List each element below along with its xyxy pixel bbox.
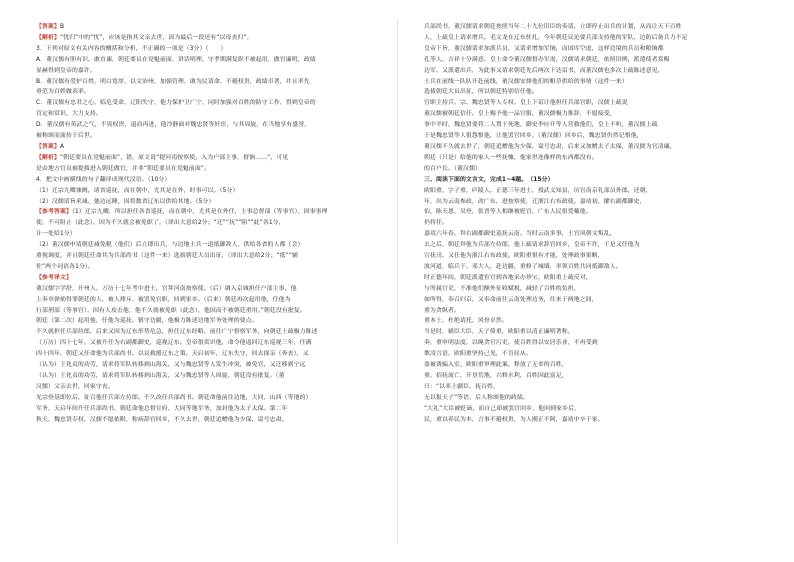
- line-text: 奏，重申明法度，以绳贪官污吏，使百姓得以安居乐业，不再受到: [424, 340, 598, 347]
- text-line: [424, 229, 780, 240]
- text-line: [36, 393, 392, 404]
- line-text: 民，重以养民为本，言事不避权贵，为人刚正不阿，嘉靖中卒于家。: [424, 416, 604, 423]
- text-line: [424, 251, 780, 262]
- text-line: [36, 77, 392, 88]
- text-line: [36, 120, 392, 131]
- line-text: 董汉儒字学舒，开州人。万历十七年考中进士，官拜河南按察使。（后）调入京城担任户部主事，他: [36, 285, 297, 292]
- line-text: 不久就担任兵部侍郎，后来又因为辽东形势危急，担任辽东经略，前往广宁督察军务，向朝廷上疏极力陈述: [36, 329, 318, 336]
- text-line: [424, 153, 780, 164]
- text-line: [36, 262, 392, 273]
- text-line: [36, 142, 392, 153]
- line-text: （1）迁宗九卿兼阙，诸省巡抚，而在朝中，尤其是在外，时事可以。（5分）: [36, 187, 239, 194]
- text-line: [424, 207, 780, 218]
- section-tag: 【参考译文】: [36, 274, 72, 281]
- left-column: [36, 22, 392, 542]
- line-text: 与所属官吏，不准他们额外征收赋税，减轻了百姓的负担，: [424, 285, 580, 292]
- text-line: [36, 273, 392, 284]
- line-text: 董汉儒不久就去世了，朝廷追赠他为少保，谥号忠肃，后来又加赠太子太保，董汉儒为官清廉，: [424, 143, 676, 150]
- line-text: 如所得，奉召归京，又奉命前往云南处理边务，往来于两地之间，: [424, 296, 598, 303]
- line-text: 军务，天启年间升任兵部尚书，朝廷命他总督宣府、大同等地军务，加封他为太子太保。第二年: [36, 405, 288, 412]
- line-text: （1）迁宗九卿，所以担任各省巡抚，而在朝中，尤其是在外任，主事总督部（等事官）、因事事理: [71, 209, 328, 216]
- text-line: [424, 284, 780, 295]
- text-line: [36, 218, 392, 229]
- text-line: [424, 33, 780, 44]
- text-line: [424, 109, 780, 120]
- line-text: 当是时，辅臣大臣，天子倚重，欧阳重以清正廉明著称。: [424, 329, 574, 336]
- line-text: A: [59, 143, 65, 150]
- text-line: [424, 22, 780, 33]
- text-line: [36, 295, 392, 306]
- line-text: 重为贪纵者。: [424, 307, 460, 314]
- text-line: [424, 316, 780, 327]
- text-line: [424, 349, 780, 360]
- text-line: [36, 197, 392, 208]
- line-text: B: [59, 24, 65, 30]
- line-text: 使，不可阻止（此念），因为不久就会被免职了。（译出大意给2分；“迁”“抚”“阻”“此”各1分，: [36, 220, 285, 227]
- section-tag: 【解析】: [36, 154, 60, 161]
- text-line: [36, 251, 392, 262]
- text-line: [36, 327, 392, 338]
- text-line: [424, 197, 780, 208]
- text-line: [424, 164, 780, 175]
- text-line: [424, 77, 780, 88]
- line-text: 仍将任。: [424, 220, 448, 227]
- text-line: [36, 371, 392, 382]
- right-column: [424, 22, 780, 542]
- line-text: （万历）四十七年，又被升任为右副都御史，巡视辽东。皇帝很赏识他，命令他返回辽东巡视三年，任满: [36, 340, 312, 347]
- text-line: [424, 382, 780, 393]
- line-text: 计一处给1分）: [36, 231, 76, 238]
- text-line: [424, 175, 780, 186]
- text-line: [36, 415, 392, 426]
- line-text: 重视调度，并且朝廷任命其为兵部尚书（这件一来）选拔朝廷大员出征，（译出大意给2分；“抵”“辅: [36, 253, 298, 260]
- text-line: [424, 295, 780, 306]
- text-line: [36, 164, 392, 175]
- text-line: [424, 327, 780, 338]
- line-text: 上奏章弹劾得罪朝廷的人，被人排斥，被罢免官职，回到家乡。（后来）朝廷再次起用他，任他为: [36, 296, 291, 303]
- section-tag: 【答案】: [36, 24, 60, 30]
- section-tag: 【答案】: [36, 143, 60, 150]
- line-text: 重，招抚流亡，开垦荒地，兴修水利，百姓因此富足，: [424, 373, 568, 379]
- text-line: [36, 98, 392, 109]
- line-text: 兵部尚书，董汉儒请求朝廷按照当年二十九位旧臣的奏请，立即停止出兵的计划，从而让天下百姓: [424, 24, 682, 30]
- line-text: 行部刑部（等事官）。因有人攻击他，他不久就被免职（此念），他因而不被朝廷重用。”朝廷没有批复。: [36, 307, 306, 314]
- line-text: 四十四年，朝廷又任命他为兵部尚书，以议救援辽东之策，天启初年，辽东失守，回去探亲（奔丧），又: [36, 351, 309, 358]
- line-text: 事中羊时，魏忠贤要将二人置于死地，御史李应升等人营救他们，皇上不听，董汉儒上疏: [424, 122, 658, 129]
- line-text: 孔等人，吉祥十分满意。皇上命令董汉儒督办军需，汉儒请求朝廷，依照旧例，派遣使者赏赐: [424, 56, 670, 63]
- line-text: 是由地方官员被提拔进入朝廷做官，并非“朝廷要员在党魁前面”。: [36, 165, 211, 172]
- line-text: 嘉靖六年春，拜右副都御史巡抚云南。当时云南多事，土官凤朝文叛乱，: [424, 231, 616, 238]
- text-line: [424, 338, 780, 349]
- section-tag: 【解析】: [36, 34, 60, 41]
- line-text: 士兵在前线一队队开赴前线，董汉儒安排他们的粮草供给的事情（这件一来）: [424, 78, 628, 85]
- text-line: [36, 153, 392, 164]
- text-line: [424, 415, 780, 426]
- text-line: [36, 87, 392, 98]
- text-line: [424, 273, 780, 284]
- text-line: [36, 404, 392, 415]
- text-line: [36, 382, 392, 393]
- text-line: [424, 55, 780, 66]
- text-line: [424, 44, 780, 55]
- text-line: [36, 109, 392, 120]
- text-line: [424, 218, 780, 229]
- section-tag: 【参考答案】: [36, 209, 72, 216]
- line-text: 盗被诱骗入室，欧阳重审理此案，释放了无辜的百姓，: [424, 362, 568, 369]
- text-line: [36, 316, 392, 327]
- line-text: （认为）王化贞的功劳，请求将军队转移到山海关，又与魏忠贤等人发生冲突，被免官，又迁移到宁远: [36, 362, 306, 369]
- line-text: 朝廷（第二次）起用他，任他为巡抚，镇守边疆，他极力陈述边地军务处理的要点。: [36, 318, 258, 325]
- line-text: C．董汉儒有忠君之心，临危受命，辽阳失守，他力保护卫广宁，同时加强对百姓的防守工作，得到皇帝的: [36, 100, 316, 107]
- text-line: [36, 240, 392, 251]
- text-line: [424, 142, 780, 153]
- line-text: 官职主持兵、宗、魏忠贤等人专权。皇上下诏让他担任兵部官职，汉儒上疏说: [424, 100, 628, 107]
- text-line: [424, 87, 780, 98]
- line-text: （2）汉儒请旨求减、弛边远陲，因将数省辽东以供给其地。（5分）: [36, 198, 215, 205]
- text-line: [424, 131, 780, 142]
- text-line: [36, 338, 392, 349]
- text-line: [36, 131, 392, 142]
- line-text: 肯定和赏识，大力支持。: [36, 111, 102, 118]
- line-text: 伯，陈天恩，吴登，张晋等人相继被贬官，广东人民很爱戴他。: [424, 209, 592, 216]
- text-line: [36, 22, 392, 33]
- text-line: [36, 349, 392, 360]
- text-line: [36, 33, 392, 44]
- text-line: [424, 262, 780, 273]
- line-text: 皇帝下旨，董汉儒请求加派兵员，又请求增加军饷，而国库空虚，这样边境的兵员和粮饷都: [424, 45, 664, 52]
- line-text: 的百户长。（董汉儒）: [424, 165, 481, 172]
- text-line: [424, 404, 780, 415]
- text-line: [36, 207, 392, 218]
- line-text: B．董汉儒有爱护百姓，明白宽厚，以文治州，加强管理，敢为民请命，不避权贵，政绩卓著，并且率先: [36, 78, 310, 85]
- line-text: （2）董汉儒申请朝廷减免税（他们）后立即出兵，与边地士兵一道抵御敌人，供给各省的人都（会）: [36, 242, 304, 249]
- line-text: 佐”两个词语各1分）。: [36, 263, 94, 270]
- line-text: 重本土，杜绝请托，风骨卓然。: [424, 318, 508, 325]
- line-text: 年，出为云南参政，改广东，进按察使，迁浙江右布政使。嘉靖初，擢右副都御史，: [424, 198, 646, 205]
- text-line: [36, 186, 392, 197]
- line-text: 宣抚司，又任他为浙江右布政使。欧阳重很有才能，处理政事果断，: [424, 253, 604, 260]
- text-line: [36, 306, 392, 317]
- text-line: [36, 229, 392, 240]
- text-line: [424, 371, 780, 382]
- line-text: 欧阳重，字子重，庐陵人。正德三年进士，授武义知县，历官南京礼部员外郎，还朝，: [424, 187, 652, 194]
- line-text: 无以报天子”等语，后人称颂他的政绩。: [424, 394, 529, 401]
- line-text: （认为）王化贞的功劳，请求将军队转移到山海关，又与魏忠贤等人周旋，朝廷没有批复。（董: [36, 373, 285, 379]
- line-text: 边军，又派遣出兵，为此事又请求朝廷先后两次下达诏书，而董汉儒也多次上疏陈述意见，: [424, 67, 664, 74]
- text-line: [424, 66, 780, 77]
- line-text: A．董汉儒有胆有识，敢直谏，朝廷要员在党魁前面，讲话明理，守孝期满复职不被起用，做官廉明，政绩: [36, 56, 316, 63]
- line-text: 显赫得到皇帝的嘉许。: [36, 67, 96, 74]
- line-text: 4．把文中画横线的句子翻译成现代汉语。（10分）: [36, 176, 171, 183]
- line-text: 波河道，临兵于、邓大人，赴边疆，重修了城墙，率领百姓共同抵御敌人。: [424, 263, 622, 270]
- line-text: 曰：“以率土疆臣，抚百姓，: [424, 383, 500, 390]
- line-text: 人，上疏皇上请求增兵。毛文龙在辽东驻扎，今年朝廷议论要兵部支持他的军队，边防后备兵力不足: [424, 34, 688, 41]
- text-line: [36, 44, 392, 55]
- line-text: 垂范为百姓做表率。: [36, 89, 90, 96]
- line-text: 时正德年间，朝廷派遣宦官到各地采办珍宝，欧阳重上疏反对，: [424, 274, 592, 281]
- line-text: D．董汉儒有英武之气，不畏权贵，退而再进，他冷静面对魏忠贤等奸宦，与其周旋，在当地享有盛誉，: [36, 122, 311, 129]
- text-line: [424, 393, 780, 404]
- text-line: [424, 120, 780, 131]
- line-text: 朝廷（只是）给他的家人一些抚恤，他家里连像样的东西都没有。: [424, 154, 598, 161]
- line-text: 被称颂而流传于后世。: [36, 133, 96, 140]
- text-line: [36, 66, 392, 77]
- text-line: [36, 175, 392, 186]
- line-text: 汉儒）父亲去世，回家守丧。: [36, 383, 114, 390]
- line-text: 光宗登基即位后，征召他任兵部左侍郎。不久改任兵部尚书。朝廷命他前往边地，大同、山西（等地的）: [36, 394, 312, 401]
- line-text: 选拔朝廷大员出征，所以朝廷特别信任他。: [424, 89, 538, 96]
- text-line: [36, 55, 392, 66]
- line-text: 秋天，魏忠贤专权，汉儒不愿依附，称病辞官回乡，不久去世，朝廷追赠他为少保，谥号忠肃。: [36, 416, 288, 423]
- line-text: “忧归”中的“忧”，应该是指其父亲去世，因为最后一段还有“以母丧归”。: [59, 34, 253, 41]
- line-text: 于是魏忠贤等人很怨恨他，让他罢官回乡。（董汉儒）回乡后，魏忠贤仍然记恨他，: [424, 133, 643, 140]
- line-text: 去之后，朝廷拜他为兵部左侍郎，他上疏请求辞官回乡，皇帝不许，于是又任他为: [424, 242, 640, 249]
- text-line: [36, 360, 392, 371]
- line-text: 欺凌言语，欧阳重坚持己见，不肯屈从。: [424, 351, 532, 358]
- text-line: [424, 360, 780, 371]
- column-divider: [397, 18, 398, 544]
- line-text: 3．下列对原文有关内容的概括和分析，不正确的一项是（3分）（ ）: [36, 45, 227, 52]
- line-text: 董汉儒被朝廷信任。皇上赐予他一品官服，董汉儒极力推辞，不愿接受，: [424, 111, 616, 118]
- line-text: “朝廷要员在党魁前面”，错，原文说“提河南按察使，入为户部主事，督饷……”，可见: [59, 154, 289, 161]
- text-line: [424, 306, 780, 317]
- text-line: [424, 98, 780, 109]
- line-text: “大礼”大臣被贬谪，而自己却被罢官回乡，他回到家乡后，: [424, 405, 581, 412]
- text-line: [424, 240, 780, 251]
- question-heading: 三、阅读下面的文言文，完成1~4题。（15分）: [424, 176, 554, 183]
- text-line: [424, 186, 780, 197]
- text-line: [36, 284, 392, 295]
